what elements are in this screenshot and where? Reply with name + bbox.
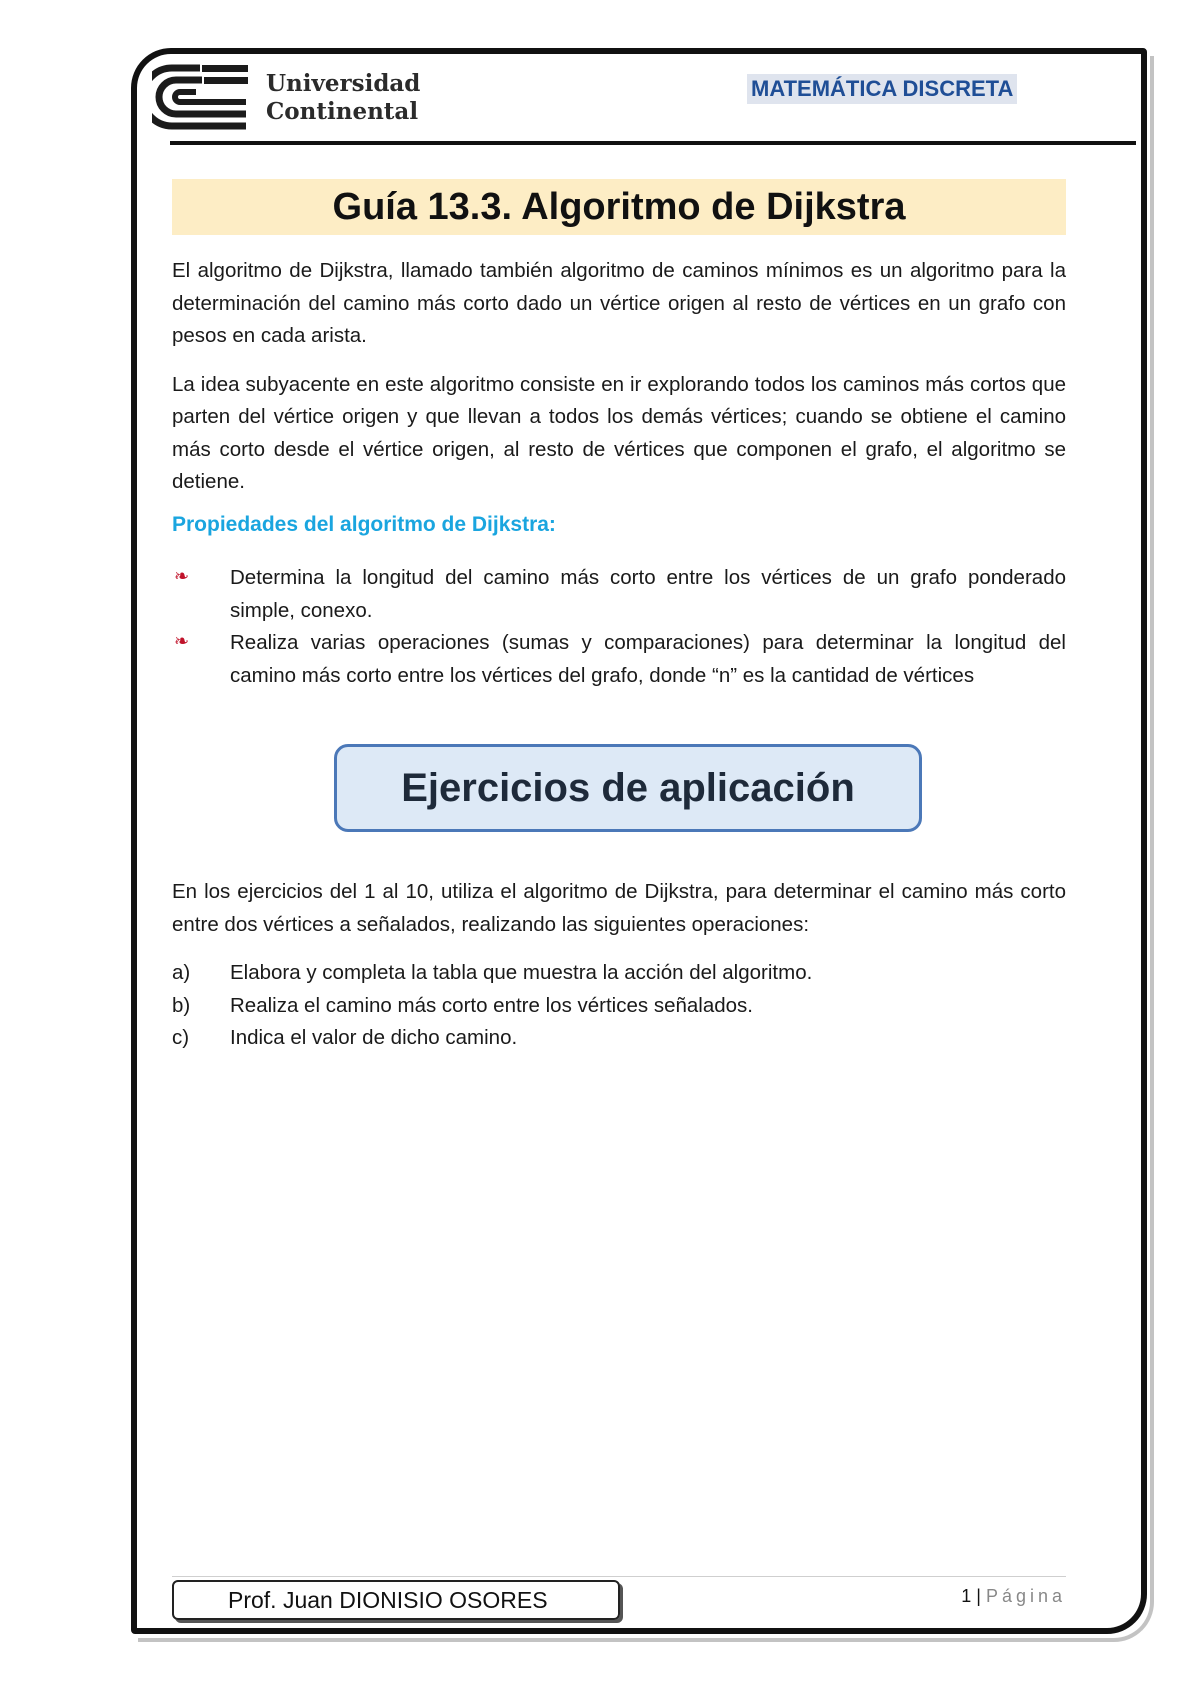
- university-name: [266, 70, 420, 126]
- page-title: Guía 13.3. Algoritmo de Dijkstra: [332, 186, 906, 228]
- property-text: Realiza varias operaciones (sumas y comparaciones) para determinar la longitud del camino más corto entre los vértices del grafo, donde “n” es la cantidad de vértices: [230, 631, 1066, 687]
- paragraph-definition: El algoritmo de Dijkstra, llamado también algoritmo de caminos mínimos es un algoritmo para la determinación del camino más corto dado un vértice origen al resto de vértices en un grafo con pesos en cada arista.: [172, 259, 1066, 347]
- bullet-icon: ❧: [174, 566, 190, 586]
- exercises-section: [172, 876, 1066, 1055]
- list-item: [172, 627, 1066, 692]
- page-label: Página: [985, 1586, 1066, 1606]
- intro-section: [172, 255, 1066, 499]
- list-letter: b): [172, 993, 191, 1017]
- footer-divider: [172, 1576, 1066, 1577]
- operations-list: [172, 957, 1066, 1055]
- title-band: [172, 179, 1066, 235]
- list-letter: c): [172, 1026, 190, 1049]
- university-name-line2: Continental: [266, 98, 419, 125]
- properties-list: [172, 562, 1066, 692]
- list-text: Indica el valor de dicho camino.: [230, 1026, 518, 1049]
- list-item: [172, 957, 1066, 990]
- paragraph-idea: La idea subyacente en este algoritmo consiste en ir explorando todos los caminos más cortos que parten del vértice origen y que llevan a todos los demás vértices; cuando se obtiene el camino más corto desde el vértice origen, al resto de vértices que componen el grafo, el algoritmo se detiene.: [172, 372, 1066, 493]
- list-item: [172, 1022, 1066, 1055]
- university-name-line1: Universidad: [266, 70, 421, 97]
- bullet-icon: ❧: [174, 631, 190, 651]
- list-text: Realiza el camino más corto entre los vértices señalados.: [230, 993, 753, 1017]
- page-number: [961, 1586, 1066, 1607]
- professor-box: [172, 1580, 620, 1620]
- page-separator: |: [976, 1586, 981, 1606]
- list-text: Elabora y completa la tabla que muestra la acción del algoritmo.: [230, 961, 813, 984]
- universidad-continental-logo-icon: [152, 62, 252, 132]
- list-item: [172, 990, 1066, 1023]
- course-title: MATEMÁTICA DISCRETA: [747, 74, 1017, 104]
- properties-heading: Propiedades del algoritmo de Dijkstra:: [172, 513, 556, 536]
- exercises-intro: En los ejercicios del 1 al 10, utiliza el algoritmo de Dijkstra, para determinar el camino más corto entre dos vértices a señalados, realizando las siguientes operaciones:: [172, 880, 1066, 936]
- list-letter: a): [172, 961, 191, 984]
- header-divider: [170, 141, 1136, 145]
- exercises-banner: [334, 744, 922, 832]
- professor-name: Prof. Juan DIONISIO OSORES: [228, 1587, 548, 1613]
- property-text: Determina la longitud del camino más corto entre los vértices de un grafo ponderado simple, conexo.: [230, 566, 1066, 622]
- list-item: [172, 562, 1066, 627]
- page-number-value: 1: [961, 1586, 972, 1606]
- exercises-banner-label: Ejercicios de aplicación: [401, 766, 855, 810]
